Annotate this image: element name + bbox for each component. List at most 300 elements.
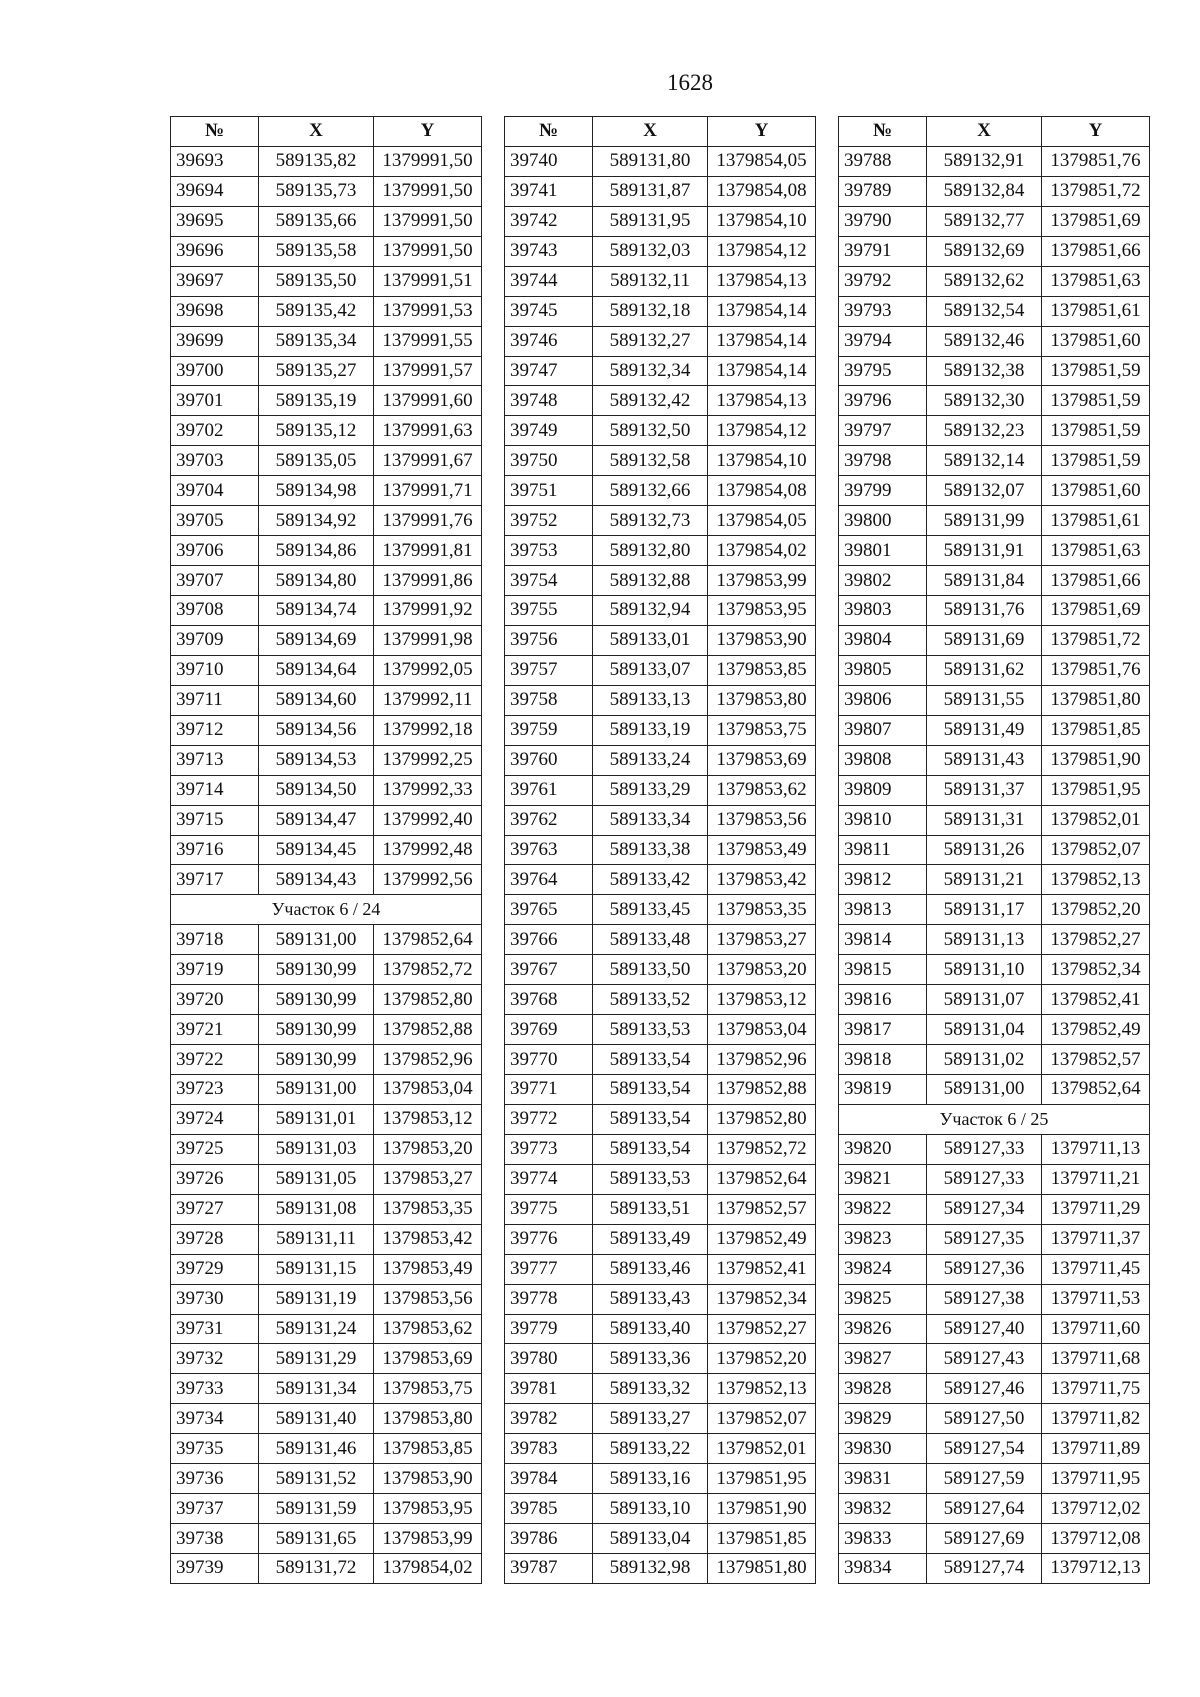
point-number: 39742 <box>505 206 593 236</box>
y-coordinate: 1379852,49 <box>1042 1015 1150 1045</box>
x-coordinate: 589131,26 <box>927 835 1042 865</box>
table-row <box>171 625 482 655</box>
x-coordinate: 589132,46 <box>927 326 1042 356</box>
y-coordinate: 1379992,11 <box>374 685 482 715</box>
table-row <box>505 1344 816 1374</box>
y-coordinate: 1379853,20 <box>374 1134 482 1164</box>
x-coordinate: 589134,92 <box>259 506 374 536</box>
x-coordinate: 589132,62 <box>927 266 1042 296</box>
point-number: 39733 <box>171 1374 259 1404</box>
table-row <box>505 1134 816 1164</box>
point-number: 39815 <box>839 955 927 985</box>
y-coordinate: 1379852,88 <box>708 1075 816 1105</box>
point-number: 39695 <box>171 206 259 236</box>
y-coordinate: 1379992,25 <box>374 745 482 775</box>
x-coordinate: 589135,19 <box>259 386 374 416</box>
y-coordinate: 1379852,13 <box>1042 865 1150 895</box>
y-coordinate: 1379854,08 <box>708 476 816 506</box>
point-number: 39718 <box>171 925 259 955</box>
x-coordinate: 589132,58 <box>593 446 708 476</box>
x-coordinate: 589133,16 <box>593 1464 708 1494</box>
x-coordinate: 589131,05 <box>259 1164 374 1194</box>
table-row <box>505 176 816 206</box>
y-coordinate: 1379851,61 <box>1042 296 1150 326</box>
y-coordinate: 1379991,67 <box>374 446 482 476</box>
point-number: 39726 <box>171 1164 259 1194</box>
point-number: 39740 <box>505 146 593 176</box>
table-row <box>171 356 482 386</box>
point-number: 39785 <box>505 1494 593 1524</box>
table-row <box>171 1164 482 1194</box>
y-coordinate: 1379854,13 <box>708 266 816 296</box>
table-row <box>839 1284 1150 1314</box>
point-number: 39736 <box>171 1464 259 1494</box>
table-row <box>839 805 1150 835</box>
table-row <box>505 446 816 476</box>
point-number: 39794 <box>839 326 927 356</box>
table-row <box>505 1254 816 1284</box>
point-number: 39702 <box>171 416 259 446</box>
table-row <box>839 1344 1150 1374</box>
table-row <box>171 1554 482 1584</box>
point-number: 39721 <box>171 1015 259 1045</box>
table-row <box>505 1104 816 1134</box>
y-coordinate: 1379991,53 <box>374 296 482 326</box>
point-number: 39772 <box>505 1104 593 1134</box>
table-row <box>505 1194 816 1224</box>
coordinates-table-3 <box>838 116 1150 1584</box>
table-row <box>839 416 1150 446</box>
point-number: 39834 <box>839 1554 927 1584</box>
x-coordinate: 589134,60 <box>259 685 374 715</box>
table-row <box>171 715 482 745</box>
point-number: 39776 <box>505 1224 593 1254</box>
point-number: 39759 <box>505 715 593 745</box>
table-row <box>839 176 1150 206</box>
x-coordinate: 589131,72 <box>259 1554 374 1584</box>
y-coordinate: 1379991,98 <box>374 625 482 655</box>
x-coordinate: 589133,27 <box>593 1404 708 1434</box>
table-row <box>171 1344 482 1374</box>
table-row <box>171 416 482 446</box>
point-number: 39747 <box>505 356 593 386</box>
y-coordinate: 1379853,99 <box>374 1524 482 1554</box>
point-number: 39709 <box>171 625 259 655</box>
y-coordinate: 1379853,12 <box>708 985 816 1015</box>
y-coordinate: 1379991,76 <box>374 506 482 536</box>
table-row <box>839 1015 1150 1045</box>
table-row <box>505 715 816 745</box>
table-row <box>505 1464 816 1494</box>
y-coordinate: 1379853,27 <box>374 1164 482 1194</box>
point-number: 39732 <box>171 1344 259 1374</box>
y-coordinate: 1379852,96 <box>374 1045 482 1075</box>
point-number: 39767 <box>505 955 593 985</box>
point-number: 39807 <box>839 715 927 745</box>
table-row <box>839 1434 1150 1464</box>
table-row <box>171 1374 482 1404</box>
table-row <box>505 1164 816 1194</box>
y-coordinate: 1379851,66 <box>1042 566 1150 596</box>
coordinates-table-1 <box>170 116 482 1584</box>
table-row <box>839 655 1150 685</box>
table-row <box>505 685 816 715</box>
point-number: 39693 <box>171 146 259 176</box>
x-coordinate: 589127,35 <box>927 1224 1042 1254</box>
table-row <box>839 1464 1150 1494</box>
point-number: 39797 <box>839 416 927 446</box>
section-title: Участок 6 / 24 <box>171 895 482 925</box>
point-number: 39728 <box>171 1224 259 1254</box>
y-coordinate: 1379991,86 <box>374 566 482 596</box>
point-number: 39696 <box>171 236 259 266</box>
x-coordinate: 589132,23 <box>927 416 1042 446</box>
point-number: 39744 <box>505 266 593 296</box>
y-coordinate: 1379851,63 <box>1042 536 1150 566</box>
table-row <box>505 1075 816 1105</box>
point-number: 39720 <box>171 985 259 1015</box>
point-number: 39820 <box>839 1134 927 1164</box>
x-coordinate: 589127,36 <box>927 1254 1042 1284</box>
x-coordinate: 589131,03 <box>259 1134 374 1164</box>
table-row <box>839 356 1150 386</box>
point-number: 39802 <box>839 566 927 596</box>
y-coordinate: 1379852,01 <box>1042 805 1150 835</box>
point-number: 39782 <box>505 1404 593 1434</box>
point-number: 39752 <box>505 506 593 536</box>
point-number: 39813 <box>839 895 927 925</box>
point-number: 39833 <box>839 1524 927 1554</box>
y-coordinate: 1379851,69 <box>1042 206 1150 236</box>
y-coordinate: 1379852,57 <box>1042 1045 1150 1075</box>
x-coordinate: 589132,14 <box>927 446 1042 476</box>
y-coordinate: 1379852,41 <box>1042 985 1150 1015</box>
y-coordinate: 1379992,48 <box>374 835 482 865</box>
point-number: 39787 <box>505 1554 593 1584</box>
point-number: 39771 <box>505 1075 593 1105</box>
table-row <box>171 176 482 206</box>
x-coordinate: 589127,34 <box>927 1194 1042 1224</box>
y-coordinate: 1379854,14 <box>708 326 816 356</box>
point-number: 39723 <box>171 1075 259 1105</box>
x-coordinate: 589134,69 <box>259 625 374 655</box>
y-coordinate: 1379854,05 <box>708 506 816 536</box>
table-header-row <box>839 117 1150 147</box>
table-row <box>505 1015 816 1045</box>
point-number: 39803 <box>839 596 927 626</box>
point-number: 39775 <box>505 1194 593 1224</box>
table-row <box>839 1374 1150 1404</box>
table-row <box>505 775 816 805</box>
x-coordinate: 589130,99 <box>259 1015 374 1045</box>
table-row <box>505 745 816 775</box>
table-row <box>171 1134 482 1164</box>
point-number: 39799 <box>839 476 927 506</box>
y-coordinate: 1379852,88 <box>374 1015 482 1045</box>
point-number: 39793 <box>839 296 927 326</box>
table-row <box>839 775 1150 805</box>
point-number: 39751 <box>505 476 593 506</box>
point-number: 39730 <box>171 1284 259 1314</box>
table-row <box>839 1494 1150 1524</box>
header-y: Y <box>708 117 816 147</box>
table-row <box>171 1224 482 1254</box>
table-row <box>171 236 482 266</box>
table-row <box>839 446 1150 476</box>
y-coordinate: 1379853,69 <box>708 745 816 775</box>
x-coordinate: 589134,80 <box>259 566 374 596</box>
table-row <box>505 895 816 925</box>
x-coordinate: 589132,30 <box>927 386 1042 416</box>
table-row <box>505 1404 816 1434</box>
x-coordinate: 589132,27 <box>593 326 708 356</box>
y-coordinate: 1379854,14 <box>708 296 816 326</box>
y-coordinate: 1379853,80 <box>708 685 816 715</box>
point-number: 39829 <box>839 1404 927 1434</box>
y-coordinate: 1379853,12 <box>374 1104 482 1134</box>
point-number: 39753 <box>505 536 593 566</box>
y-coordinate: 1379711,53 <box>1042 1284 1150 1314</box>
y-coordinate: 1379853,49 <box>374 1254 482 1284</box>
point-number: 39791 <box>839 236 927 266</box>
y-coordinate: 1379991,57 <box>374 356 482 386</box>
table-row <box>505 236 816 266</box>
y-coordinate: 1379851,59 <box>1042 446 1150 476</box>
y-coordinate: 1379852,27 <box>1042 925 1150 955</box>
header-y: Y <box>1042 117 1150 147</box>
x-coordinate: 589131,00 <box>927 1075 1042 1105</box>
point-number: 39738 <box>171 1524 259 1554</box>
x-coordinate: 589133,54 <box>593 1045 708 1075</box>
y-coordinate: 1379851,72 <box>1042 625 1150 655</box>
y-coordinate: 1379711,75 <box>1042 1374 1150 1404</box>
point-number: 39731 <box>171 1314 259 1344</box>
x-coordinate: 589135,12 <box>259 416 374 446</box>
y-coordinate: 1379852,07 <box>1042 835 1150 865</box>
point-number: 39758 <box>505 685 593 715</box>
y-coordinate: 1379991,71 <box>374 476 482 506</box>
table-row <box>171 386 482 416</box>
y-coordinate: 1379853,75 <box>374 1374 482 1404</box>
table-row <box>171 955 482 985</box>
y-coordinate: 1379852,80 <box>374 985 482 1015</box>
y-coordinate: 1379992,18 <box>374 715 482 745</box>
table-row <box>505 655 816 685</box>
point-number: 39703 <box>171 446 259 476</box>
y-coordinate: 1379852,57 <box>708 1194 816 1224</box>
y-coordinate: 1379853,90 <box>374 1464 482 1494</box>
table-row <box>171 1284 482 1314</box>
y-coordinate: 1379853,95 <box>708 596 816 626</box>
x-coordinate: 589133,07 <box>593 655 708 685</box>
x-coordinate: 589133,53 <box>593 1015 708 1045</box>
table-row <box>171 1434 482 1464</box>
x-coordinate: 589133,01 <box>593 625 708 655</box>
section-row <box>839 1104 1150 1134</box>
point-number: 39750 <box>505 446 593 476</box>
point-number: 39717 <box>171 865 259 895</box>
table-row <box>839 985 1150 1015</box>
point-number: 39704 <box>171 476 259 506</box>
x-coordinate: 589132,34 <box>593 356 708 386</box>
x-coordinate: 589127,46 <box>927 1374 1042 1404</box>
y-coordinate: 1379851,61 <box>1042 506 1150 536</box>
x-coordinate: 589135,42 <box>259 296 374 326</box>
point-number: 39822 <box>839 1194 927 1224</box>
point-number: 39796 <box>839 386 927 416</box>
table-header-row <box>171 117 482 147</box>
table-row <box>839 835 1150 865</box>
point-number: 39825 <box>839 1284 927 1314</box>
x-coordinate: 589132,69 <box>927 236 1042 266</box>
table-row <box>505 416 816 446</box>
point-number: 39808 <box>839 745 927 775</box>
y-coordinate: 1379851,59 <box>1042 386 1150 416</box>
y-coordinate: 1379853,04 <box>374 1075 482 1105</box>
y-coordinate: 1379992,56 <box>374 865 482 895</box>
point-number: 39769 <box>505 1015 593 1045</box>
table-row <box>839 1224 1150 1254</box>
y-coordinate: 1379854,12 <box>708 236 816 266</box>
x-coordinate: 589135,82 <box>259 146 374 176</box>
point-number: 39739 <box>171 1554 259 1584</box>
y-coordinate: 1379853,75 <box>708 715 816 745</box>
x-coordinate: 589135,58 <box>259 236 374 266</box>
table-row <box>505 1314 816 1344</box>
table-row <box>171 506 482 536</box>
point-number: 39798 <box>839 446 927 476</box>
x-coordinate: 589131,69 <box>927 625 1042 655</box>
point-number: 39818 <box>839 1045 927 1075</box>
table-row <box>505 506 816 536</box>
point-number: 39810 <box>839 805 927 835</box>
table-row <box>839 1194 1150 1224</box>
x-coordinate: 589127,33 <box>927 1164 1042 1194</box>
x-coordinate: 589133,29 <box>593 775 708 805</box>
point-number: 39745 <box>505 296 593 326</box>
x-coordinate: 589134,74 <box>259 596 374 626</box>
y-coordinate: 1379711,29 <box>1042 1194 1150 1224</box>
x-coordinate: 589131,19 <box>259 1284 374 1314</box>
table-row <box>839 745 1150 775</box>
y-coordinate: 1379712,08 <box>1042 1524 1150 1554</box>
x-coordinate: 589134,56 <box>259 715 374 745</box>
table-row <box>505 1434 816 1464</box>
x-coordinate: 589131,01 <box>259 1104 374 1134</box>
y-coordinate: 1379711,45 <box>1042 1254 1150 1284</box>
x-coordinate: 589133,48 <box>593 925 708 955</box>
header-number: № <box>839 117 927 147</box>
x-coordinate: 589134,43 <box>259 865 374 895</box>
x-coordinate: 589134,64 <box>259 655 374 685</box>
x-coordinate: 589133,46 <box>593 1254 708 1284</box>
y-coordinate: 1379853,95 <box>374 1494 482 1524</box>
table-row <box>839 1134 1150 1164</box>
y-coordinate: 1379854,10 <box>708 206 816 236</box>
table-row <box>839 865 1150 895</box>
y-coordinate: 1379852,34 <box>708 1284 816 1314</box>
point-number: 39800 <box>839 506 927 536</box>
x-coordinate: 589131,59 <box>259 1494 374 1524</box>
point-number: 39779 <box>505 1314 593 1344</box>
table-row <box>505 625 816 655</box>
point-number: 39756 <box>505 625 593 655</box>
table-row <box>171 1524 482 1554</box>
table-row <box>171 566 482 596</box>
point-number: 39826 <box>839 1314 927 1344</box>
point-number: 39766 <box>505 925 593 955</box>
point-number: 39824 <box>839 1254 927 1284</box>
x-coordinate: 589133,52 <box>593 985 708 1015</box>
x-coordinate: 589127,74 <box>927 1554 1042 1584</box>
x-coordinate: 589134,45 <box>259 835 374 865</box>
x-coordinate: 589132,84 <box>927 176 1042 206</box>
x-coordinate: 589135,27 <box>259 356 374 386</box>
table-row <box>839 1524 1150 1554</box>
y-coordinate: 1379851,85 <box>708 1524 816 1554</box>
y-coordinate: 1379992,40 <box>374 805 482 835</box>
point-number: 39777 <box>505 1254 593 1284</box>
x-coordinate: 589131,37 <box>927 775 1042 805</box>
x-coordinate: 589131,43 <box>927 745 1042 775</box>
y-coordinate: 1379851,72 <box>1042 176 1150 206</box>
point-number: 39755 <box>505 596 593 626</box>
x-coordinate: 589133,50 <box>593 955 708 985</box>
point-number: 39741 <box>505 176 593 206</box>
table-row <box>171 865 482 895</box>
x-coordinate: 589132,11 <box>593 266 708 296</box>
table-row <box>839 296 1150 326</box>
x-coordinate: 589127,40 <box>927 1314 1042 1344</box>
y-coordinate: 1379853,90 <box>708 625 816 655</box>
point-number: 39830 <box>839 1434 927 1464</box>
y-coordinate: 1379711,95 <box>1042 1464 1150 1494</box>
point-number: 39724 <box>171 1104 259 1134</box>
table-row <box>839 266 1150 296</box>
y-coordinate: 1379853,62 <box>374 1314 482 1344</box>
x-coordinate: 589133,24 <box>593 745 708 775</box>
point-number: 39812 <box>839 865 927 895</box>
point-number: 39708 <box>171 596 259 626</box>
table-row <box>171 745 482 775</box>
y-coordinate: 1379851,76 <box>1042 146 1150 176</box>
x-coordinate: 589131,91 <box>927 536 1042 566</box>
y-coordinate: 1379851,80 <box>708 1554 816 1584</box>
x-coordinate: 589131,49 <box>927 715 1042 745</box>
table-row <box>171 655 482 685</box>
table-row <box>505 1284 816 1314</box>
point-number: 39743 <box>505 236 593 266</box>
y-coordinate: 1379854,10 <box>708 446 816 476</box>
x-coordinate: 589133,42 <box>593 865 708 895</box>
table-row <box>505 1224 816 1254</box>
x-coordinate: 589127,54 <box>927 1434 1042 1464</box>
point-number: 39816 <box>839 985 927 1015</box>
table-row <box>171 925 482 955</box>
table-row <box>505 1045 816 1075</box>
y-coordinate: 1379991,60 <box>374 386 482 416</box>
x-coordinate: 589127,43 <box>927 1344 1042 1374</box>
table-row <box>839 596 1150 626</box>
point-number: 39700 <box>171 356 259 386</box>
point-number: 39817 <box>839 1015 927 1045</box>
x-coordinate: 589133,34 <box>593 805 708 835</box>
point-number: 39789 <box>839 176 927 206</box>
y-coordinate: 1379854,05 <box>708 146 816 176</box>
point-number: 39792 <box>839 266 927 296</box>
x-coordinate: 589130,99 <box>259 985 374 1015</box>
y-coordinate: 1379853,42 <box>708 865 816 895</box>
